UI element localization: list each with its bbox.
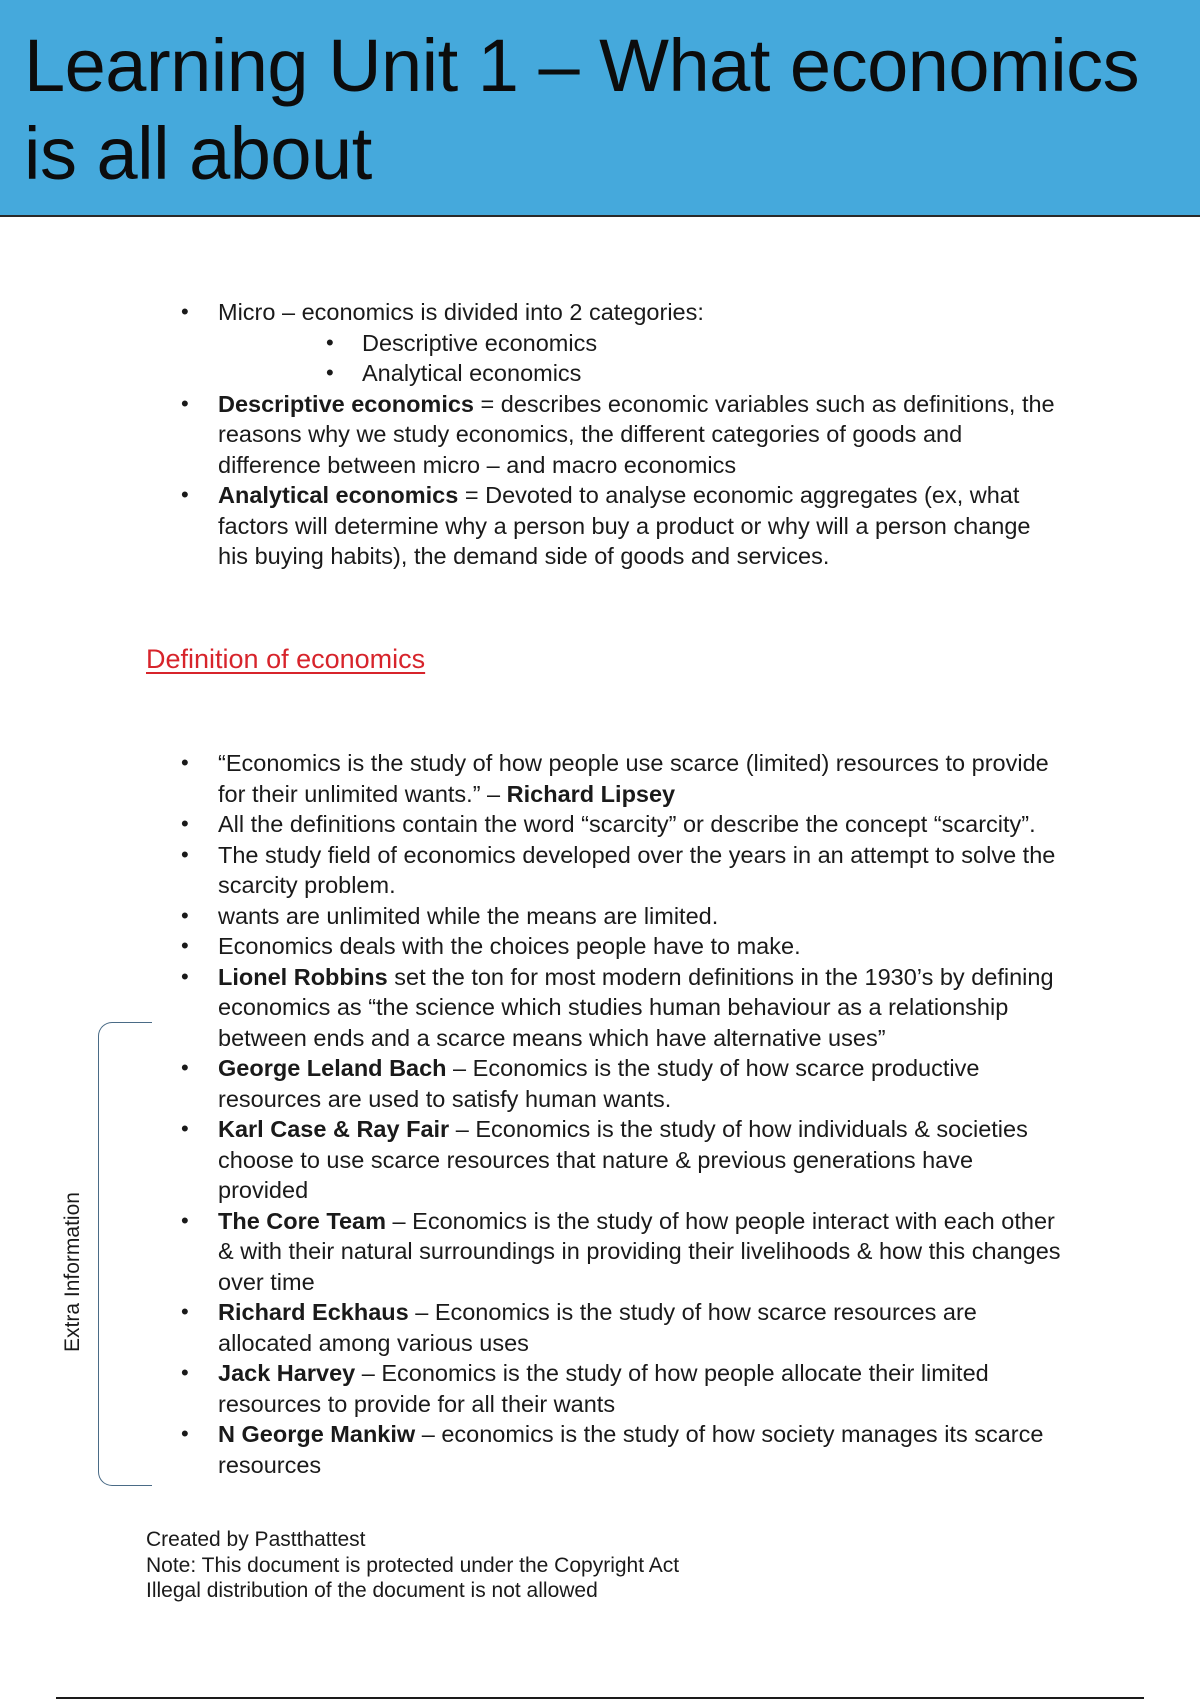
list-item: [146, 809, 1066, 840]
categories-section: [146, 297, 1066, 572]
author-name: George Leland Bach: [218, 1055, 447, 1081]
list-item: [146, 748, 1066, 809]
list-item: [146, 1114, 1066, 1206]
list-item: [146, 962, 1066, 1054]
author-name: Richard Lipsey: [506, 780, 676, 807]
sub-list: [218, 328, 1066, 389]
list-item-text: – economics is the study of how society manages its scarce resources: [218, 1421, 1044, 1478]
list-item-text: – Economics is the study of how scarce productive resources are used to satisfy human wants.: [218, 1055, 980, 1112]
definitions-list: [146, 748, 1066, 1480]
list-item: [146, 840, 1066, 901]
list-item: [146, 297, 1066, 389]
list-item: [146, 480, 1066, 572]
footer-notes: [146, 1527, 679, 1604]
page-title: Learning Unit 1 – What economics is all about: [24, 24, 1140, 195]
list-item-text: – Economics is the study of how people interact with each other & with their natural surroundings in providing their livelihoods & how this changes over time: [218, 1207, 1061, 1295]
list-item: [146, 1358, 1066, 1419]
footer-copyright: Note: This document is protected under the Copyright Act: [146, 1553, 680, 1577]
list-item-text: Economics deals with the choices people have to make.: [218, 933, 801, 959]
list-item-text: – Economics is the study of how scarce resources are allocated among various uses: [218, 1299, 977, 1356]
list-item: [146, 1053, 1066, 1114]
extra-info-label: Extra Information: [61, 1192, 84, 1352]
author-name: Karl Case & Ray Fair: [218, 1116, 450, 1142]
author-name: Richard Eckhaus: [218, 1299, 409, 1325]
list-item-text: set the ton for most modern definitions in the 1930’s by defining economics as “the science which studies human behaviour as a relationship between ends and a scarce means which have alternative uses”: [218, 963, 1054, 1051]
quote-text: “Economics is the study of how people use scarce (limited) resources to provide for their unlimited wants.” –: [218, 750, 1049, 807]
list-item-text: = describes economic variables such as definitions, the reasons why we study economics, the different categories of goods and difference between micro – and macro economics: [218, 390, 1055, 478]
title-banner: [0, 0, 1200, 217]
definition-heading: Definition of economics: [146, 644, 426, 674]
sub-list-item: • Analytical economics: [218, 358, 1066, 389]
list-item-text: The study field of economics developed over the years in an attempt to solve the scarcity problem.: [218, 841, 1056, 898]
extra-info-bracket: [98, 1022, 152, 1486]
author-name: Lionel Robbins: [218, 963, 388, 990]
footer-credit: Created by Pastthattest: [146, 1528, 366, 1551]
author-name: N George Mankiw: [218, 1421, 416, 1447]
bottom-divider: [56, 1697, 1144, 1699]
author-name: The Core Team: [218, 1207, 387, 1234]
list-item: [146, 901, 1066, 932]
list-item-text: = Devoted to analyse economic aggregates (ex, what factors will determine why a person buy a product or why will a person change his buying habits), the demand side of goods and services.: [218, 482, 1031, 569]
list-item: [146, 389, 1066, 481]
footer-distribution: Illegal distribution of the document is not allowed: [146, 1579, 598, 1602]
list-item: [146, 931, 1066, 962]
list-item: [146, 1419, 1066, 1480]
list-item-text: – Economics is the study of how individuals & societies choose to use scarce resources that nature & previous generations have provided: [218, 1116, 1028, 1203]
term: Descriptive economics: [218, 390, 474, 417]
list-item-text: All the definitions contain the word “scarcity” or describe the concept “scarcity”.: [218, 811, 1036, 837]
author-name: Jack Harvey: [218, 1360, 356, 1386]
term: Analytical economics: [218, 482, 459, 508]
list-item-text: – Economics is the study of how people allocate their limited resources to provide for all their wants: [218, 1360, 989, 1417]
list-item-text: wants are unlimited while the means are limited.: [218, 902, 719, 929]
list-item: [146, 1206, 1066, 1298]
list-item-text: Micro – economics is divided into 2 categories:: [218, 299, 704, 325]
sub-list-item: • Descriptive economics: [218, 328, 1066, 359]
list-item: [146, 1297, 1066, 1358]
categories-list: [146, 297, 1066, 572]
definitions-section: [146, 748, 1066, 1480]
